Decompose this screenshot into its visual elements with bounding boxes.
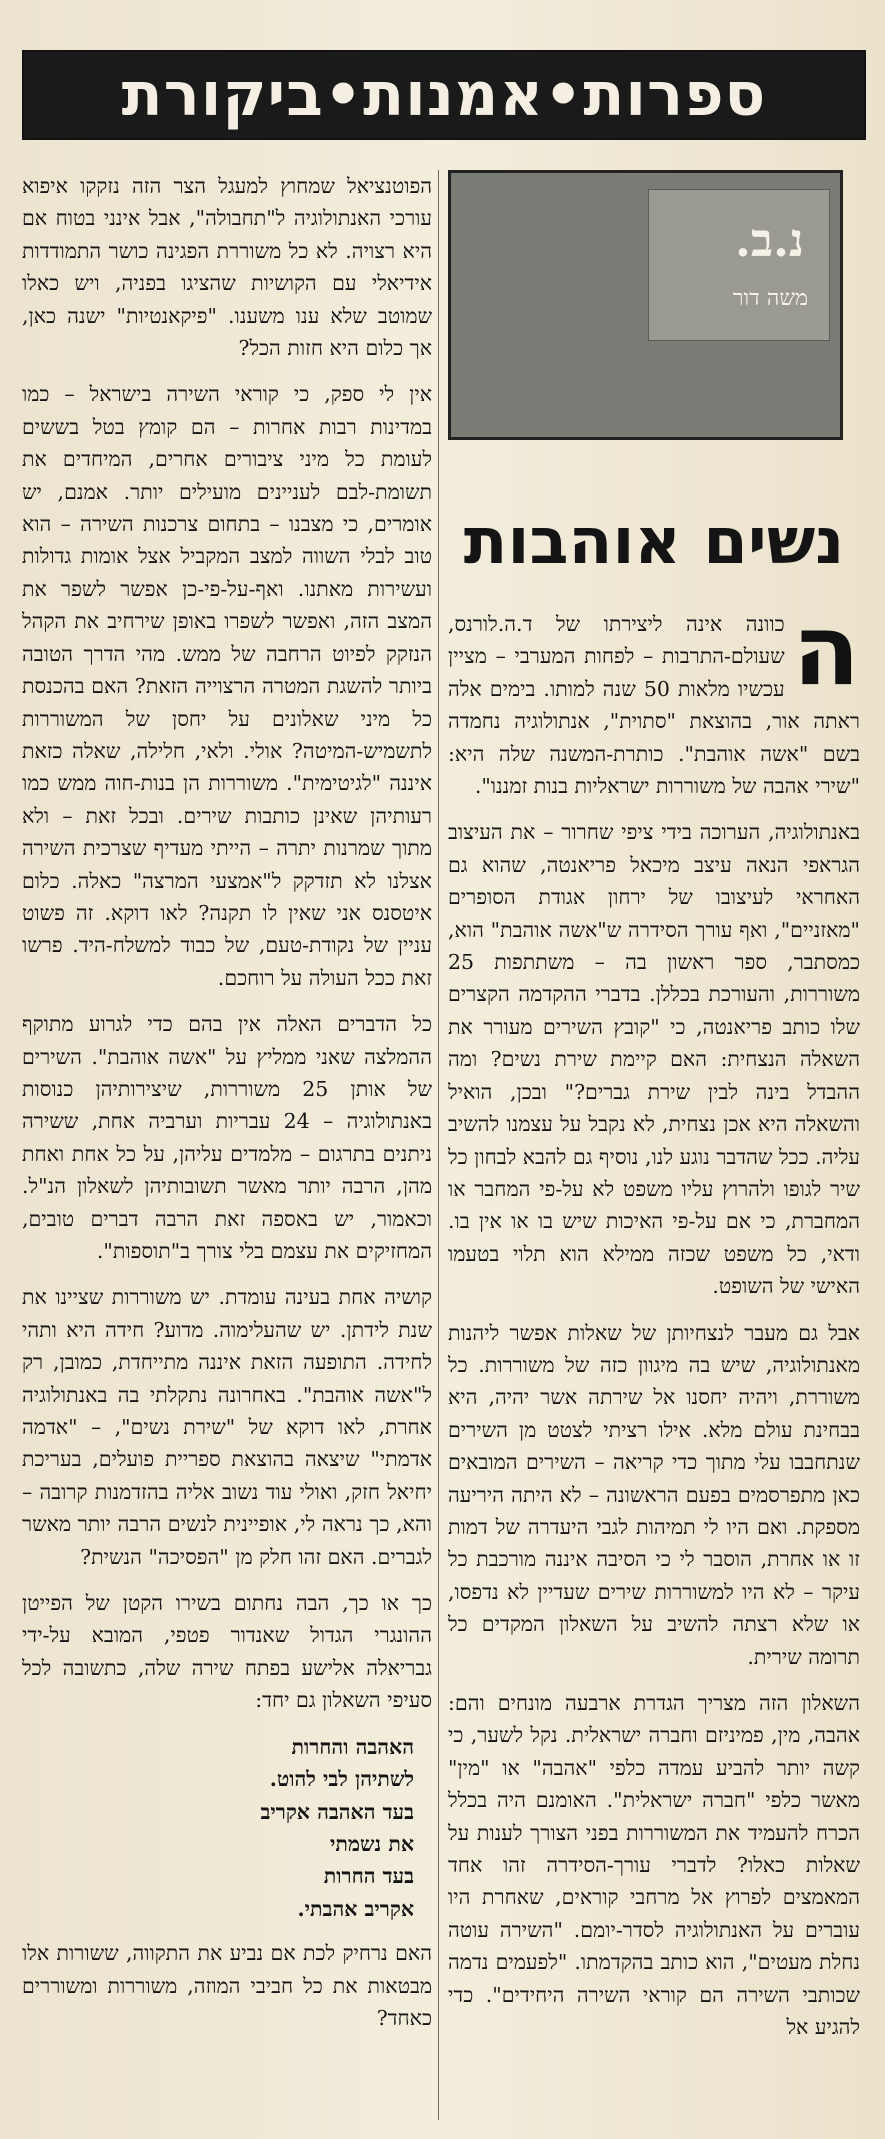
column-divider (438, 170, 439, 2120)
paragraph: כל הדברים האלה אין בהם כדי לגרוע מתוקף ההמלצה שאני ממליץ על "אשה אוהבת". השירים של אותן 25 משוררות, שיצירותיהן כנוסות באנתולוגיה – 24 עבריות וערביה אחת, ששירה ניתנים בתרגום – מלמדים עליהן, על כל אחת ואחת מהן, הרבה יותר מאשר תשובותיהן לשאלון הנ"ל. וכאמור, יש באספה זאת הרבה דברים טובים, המחזיקים את עצמם בלי צורך ב"תוספות". (22, 1012, 432, 1263)
poem-line: בעד החרות (323, 1864, 414, 1889)
poem-line: את נשמתי (329, 1831, 414, 1856)
poem-line: בעד האהבה אקריב (260, 1799, 414, 1824)
paragraph: באנתולוגיה, הערוכה בידי ציפי שחרור – את העיצוב הגראפי הנאה עיצב מיכאל פריאנטה, שהוא גם האחראי לעיצובו של ירחון אגודת הסופרים "מאזניים", ואף עורך הסידרה ש"אשה אוהבת" הוא, כמסתבר, ספר ראשון בה – משתתפות 25 משוררות, והעורכת בכללן. בדברי ההקדמה הקצרים שלו כותב פריאנטה, כי "קובץ השירים מעורר את השאלה הנצחית: האם קיימת שירת נשים? ומה ההבדל בינה לבין שירת גברים?" ובכן, הואיל והשאלה היא אכן נצחית, לא נקבל על עצמנו להשיב עליה. ככל שהדבר נוגע לנו, נוסיף גם להבא לבחון כל שיר לגופו ולהרוץ עליו משפט לא על-פי המחבר או המחברת, כי אם על-פי האיכות שיש בו או אין בו. ודאי, כל משפט שכזה ממילא הוא תלוי בטעמו האישי של השופט. (448, 820, 860, 1299)
author-initials: נ.ב. (734, 213, 804, 267)
poem-line: האהבה והחרות (291, 1734, 414, 1759)
article-body-right (448, 594, 860, 2043)
paragraph: אבל גם מעבר לנצחיותן של שאלות אפשר ליהנות מאנתולוגיה, שיש בה מיגוון כזה של משוררות. כל משוררת, ויהיה יחסנו אל שירתה אשר יהיה, היא בבחינת עולם מלא. אילו רציתי לצטט מן השירים שנתחבבו עלי מתוך כדי קריאה – השירים המובאים כאן מתפרסמים בפעם הראשונה – לא היתה היריעה מספקת. ואם היו לי תמיהות לגבי היעדרה של דמות זו או אחרת, הוסבר לי כי הסיבה איננה מורכבת כל עיקר – לא היו למשוררות שירים שעדיין לא נדפסו, או שלא רצתה להשיב על השאלון המקדים כל תרומה שירית. (448, 1320, 860, 1669)
paragraph: אין לי ספק, כי קוראי השירה בישראל – כמו במדינות רבות אחרות – הם קומץ בטל בששים לעומת כל מיני ציבורים אחרים, המיחדים את תשומת-לבם לעניינים מועילים יותר. אמנם, יש אומרים, כי מצבנו – בתחום צרכנות השירה – הוא טוב לבלי השווה למצב המקביל אצל אומות גדולות ועשירות מאתנו. ואף-על-פי-כן אפשר לשפר את המצב הזה, ואפשר לשפרו באופן שירחיב את הקהל הנזקק לפיוט הרחבה של ממש. מהי הדרך הטובה ביותר להשגת המטרה הרצוייה הזאת? האם בהכנסת כל מיני שאלונים על יחסן של המשוררות לתשמיש-המיטה? אולי. ולאי, חלילה, שאלה כזאת איננה "לגיטימית". משוררות הן בנות-חוה ממש כמו רעותיהן שאינן כותבות שירים. ובכל זאת – ולא מתוך שמרנות יתרה – הייתי מעדיף שצרכית השירה אצלנו לא תזדקק ל"אמצעי המרצה" כאלה. כלום איטסנס אני שאין לו תקנה? לאו דוקא. זה פשוט עניין של נקודת-טעם, של כבוד למשלח-היד. פרשו זאת ככל העולה על רוחכם. (22, 382, 432, 990)
article-title: נשים אוהבות (463, 505, 845, 579)
paragraph: ה כוונה אינה ליצירתו של ד.ה.לורנס, שעולם-התרבות – לפחות המערבי – מציין עכשיו מלאות 50 שנה למותו. בימים אלה ראתה אור, בהוצאת "סתוית", אנתולוגיה נחמדה בשם "אשה אוהבת". כותרת-המשנה שלה היא: "שירי אהבה של משוררות ישראליות בנות זמננו". (448, 594, 860, 799)
drop-cap: ה (792, 594, 860, 708)
paragraph: השאלון הזה מצריך הגדרת ארבעה מונחים והם: אהבה, מין, פמיניזם וחברה ישראלית. נקל לשער, כי קשה יותר להביע עמדה כלפי "אהבה" או "מין" מאשר כלפי "חברה ישראלית". האומנם היה בכלל הכרח להעמיד את המשוררות בפני הצורך לענות על שאלות כאלו? לדברי עורך-הסידרה זהו אחד המאמצים לפרוץ אל מרחבי קוראים, שאחרת היו עוברים על האנתולוגיה לסדר-יומם. "השירה עוטה נחלת מעטים", הוא כותב בהקדמתו. "לפעמים נדמה שכותבי השירה הם קוראי השירה היחידים". כדי להגיע אל (448, 1691, 860, 2040)
section-header-title: ספרות•אמנות•ביקורת (121, 60, 767, 130)
paragraph: קושיה אחת בעינה עומדת. יש משוררות שציינו את שנת לידתן. יש שהעלימוה. מדוע? חידה היא ותהי לחידה. התופעה הזאת איננה מתייחדת, כמובן, רק ל"אשה אוהבת". באחרונה נתקלתי בה באנתולוגיה אחרת, לאו דוקא של "שירת נשים", – "אדמה אדמתי" שיצאה בהוצאת ספריית פועלים, בעריכת יחיאל חזק, ואולי עוד נשוב אליה בהזדמנות קרובה – והא, כך נראה לי, אופיינית לנשים הרבה יותר מאשר לגברים. האם זהו חלק מן "הפסיכה" הנשית? (22, 1285, 432, 1569)
paragraph: הפוטנציאל שמחוץ למעגל הצר הזה נזקקו איפוא עורכי האנתולוגיה ל"תחבולה", אבל אינני בטוח אם היא רצויה. לא כל משוררת הפגינה כושר התמודדות אידיאלי עם הקושיות שהציגו בפניה, ויש כאלו שמוטב שלא ענו משענו. "פיקאנטיות" ישנה כאן, אך כלום היא חזות הכל? (22, 174, 432, 361)
left-column (22, 170, 432, 2130)
poem-line: לשתיהן לבי להוט. (269, 1767, 414, 1792)
article-body-left (22, 170, 432, 2034)
closing-paragraph: האם נרחיק לכת אם נביע את התקווה, ששורות אלו מבטאות את כל חביבי המוזה, משוררות ומשוררים כאחד? (22, 1941, 432, 2030)
section-header (22, 50, 866, 140)
author-name: משה דור (732, 286, 808, 311)
poem-line: אקריב אהבתי. (297, 1896, 414, 1921)
paragraph: כך או כך, הבה נחתום בשירו הקטן של הפייטן ההונגרי הגדול שאנדור פטפי, המובא על-ידי גבריאלה אלישע בפתח שירה שלה, כתשובה לכל סעיפי השאלון גם יחד: (22, 1591, 432, 1713)
poem (22, 1731, 414, 1925)
right-column (448, 170, 860, 2130)
author-photo (448, 170, 843, 440)
